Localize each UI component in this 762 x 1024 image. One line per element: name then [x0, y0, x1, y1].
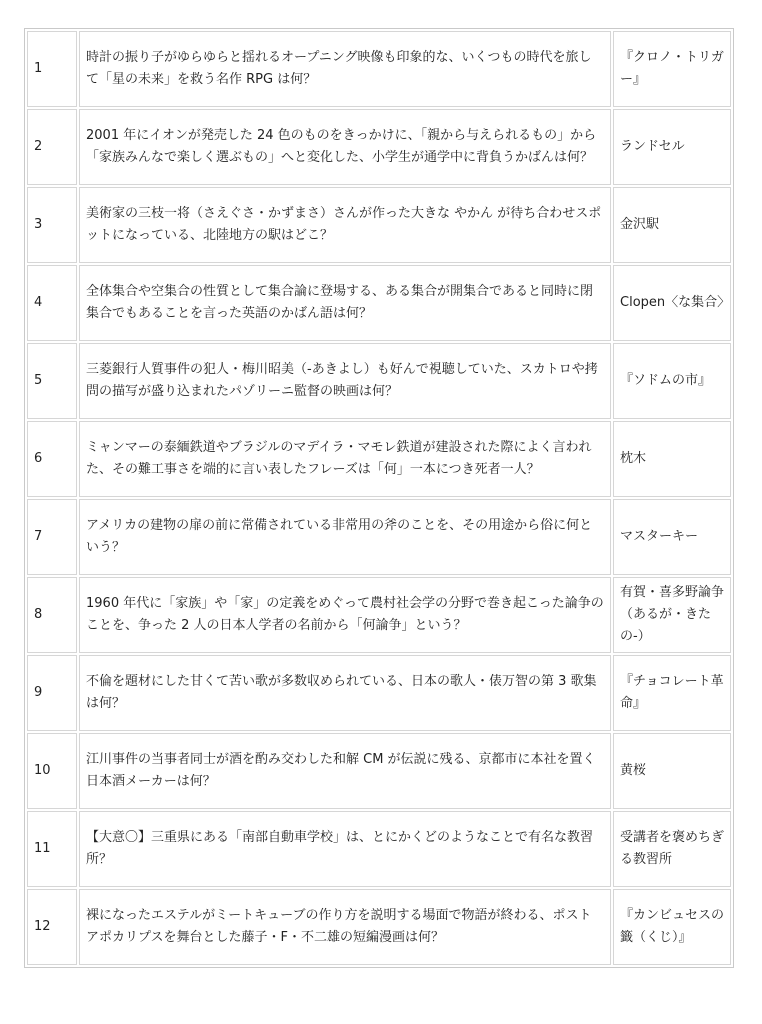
question-text: 江川事件の当事者同士が酒を酌み交わした和解 CM が伝説に残る、京都市に本社を置く日本酒メーカーは何？	[79, 733, 611, 809]
question-text: 三菱銀行人質事件の犯人・梅川昭美（-あきよし）も好んで視聴していた、スカトロや拷問の描写が盛り込まれたパゾリーニ監督の映画は何？	[79, 343, 611, 419]
answer-text: 有賀・喜多野論争（あるが・きたの-）	[613, 577, 731, 653]
question-number: 11	[27, 811, 77, 887]
question-number: 1	[27, 31, 77, 107]
table-row	[27, 499, 731, 575]
table-row	[27, 31, 731, 107]
question-text: 全体集合や空集合の性質として集合論に登場する、ある集合が開集合であると同時に閉集合でもあることを言った英語のかばん語は何？	[79, 265, 611, 341]
table-row	[27, 421, 731, 497]
answer-text: Clopen〈な集合〉	[613, 265, 731, 341]
question-number: 6	[27, 421, 77, 497]
answer-text: 『カンビュセスの籤（くじ）』	[613, 889, 731, 965]
quiz-table	[24, 28, 734, 968]
answer-text: ランドセル	[613, 109, 731, 185]
table-row	[27, 655, 731, 731]
question-number: 12	[27, 889, 77, 965]
answer-text: 『ソドムの市』	[613, 343, 731, 419]
question-text: ミャンマーの泰緬鉄道やブラジルのマデイラ・マモレ鉄道が建設された際によく言われた、その難工事さを端的に言い表したフレーズは「何」一本につき死者一人？	[79, 421, 611, 497]
table-row	[27, 811, 731, 887]
question-text: 【大意〇】三重県にある「南部自動車学校」は、とにかくどのようなことで有名な教習所？	[79, 811, 611, 887]
question-text: アメリカの建物の扉の前に常備されている非常用の斧のことを、その用途から俗に何という？	[79, 499, 611, 575]
question-text: 1960 年代に「家族」や「家」の定義をめぐって農村社会学の分野で巻き起こった論争のことを、争った 2 人の日本人学者の名前から「何論争」という？	[79, 577, 611, 653]
table-row	[27, 109, 731, 185]
quiz-table-body	[27, 31, 731, 965]
question-number: 9	[27, 655, 77, 731]
question-number: 10	[27, 733, 77, 809]
table-row	[27, 265, 731, 341]
answer-text: 受講者を褒めちぎる教習所	[613, 811, 731, 887]
question-number: 7	[27, 499, 77, 575]
question-number: 2	[27, 109, 77, 185]
question-text: 美術家の三枝一将（さえぐさ・かずまさ）さんが作った大きな やかん が待ち合わせスポットになっている、北陸地方の駅はどこ？	[79, 187, 611, 263]
table-row	[27, 733, 731, 809]
question-text: 時計の振り子がゆらゆらと揺れるオープニング映像も印象的な、いくつもの時代を旅して「星の未来」を救う名作 RPG は何？	[79, 31, 611, 107]
question-text: 2001 年にイオンが発売した 24 色のものをきっかけに、「親から与えられるもの」から「家族みんなで楽しく選ぶもの」へと変化した、小学生が通学中に背負うかばんは何？	[79, 109, 611, 185]
answer-text: 枕木	[613, 421, 731, 497]
answer-text: 『クロノ・トリガー』	[613, 31, 731, 107]
table-row	[27, 187, 731, 263]
answer-text: 『チョコレート革命』	[613, 655, 731, 731]
table-row	[27, 889, 731, 965]
question-text: 不倫を題材にした甘くて苦い歌が多数収められている、日本の歌人・俵万智の第 3 歌集は何？	[79, 655, 611, 731]
question-text: 裸になったエステルがミートキューブの作り方を説明する場面で物語が終わる、ポストアポカリプスを舞台とした藤子・F・不二雄の短編漫画は何？	[79, 889, 611, 965]
question-number: 5	[27, 343, 77, 419]
table-row	[27, 343, 731, 419]
question-number: 8	[27, 577, 77, 653]
question-number: 3	[27, 187, 77, 263]
answer-text: 金沢駅	[613, 187, 731, 263]
answer-text: マスターキー	[613, 499, 731, 575]
table-row	[27, 577, 731, 653]
question-number: 4	[27, 265, 77, 341]
answer-text: 黄桜	[613, 733, 731, 809]
